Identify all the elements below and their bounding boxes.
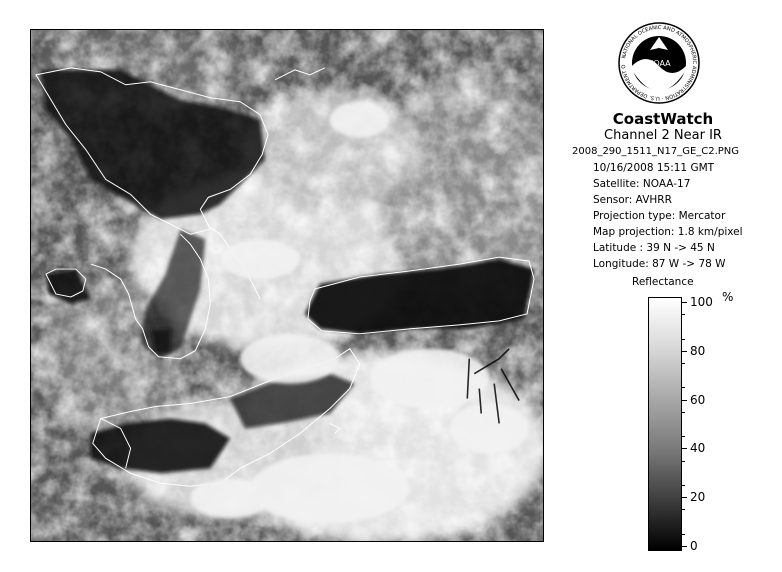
colorbar-minor-tick xyxy=(682,314,685,315)
colorbar-tick-label: 80 xyxy=(690,343,706,358)
colorbar-minor-tick xyxy=(682,339,685,340)
colorbar-tick xyxy=(682,546,687,547)
colorbar-minor-tick xyxy=(682,485,685,486)
satellite-scene xyxy=(31,30,543,541)
colorbar-tick xyxy=(682,302,687,303)
satellite-image xyxy=(30,29,544,542)
colorbar-tick xyxy=(682,400,687,401)
colorbar-label: Reflectance xyxy=(632,276,694,288)
colorbar-tick xyxy=(682,497,687,498)
filename-label: 2008_290_1511_N17_GE_C2.PNG xyxy=(572,146,740,157)
colorbar-minor-tick xyxy=(682,534,685,535)
noaa-emblem-icon xyxy=(618,22,700,104)
colorbar-unit: % xyxy=(722,290,734,304)
noaa-logo xyxy=(618,22,700,104)
map-projection-label: Map projection: 1.8 km/pixel xyxy=(593,226,743,238)
longitude-label: Longitude: 87 W -> 78 W xyxy=(593,258,726,270)
colorbar-minor-tick xyxy=(682,387,685,388)
colorbar-tick-label: 0 xyxy=(690,539,698,553)
reflectance-colorbar xyxy=(648,297,682,551)
product-title: CoastWatch xyxy=(612,110,714,128)
colorbar-minor-tick xyxy=(682,509,685,510)
colorbar-tick xyxy=(682,351,687,352)
colorbar-tick-label: 60 xyxy=(690,392,706,407)
colorbar-tick-label: 40 xyxy=(690,441,706,456)
colorbar-minor-tick xyxy=(682,436,685,437)
logo-agency: NOAA xyxy=(647,59,671,68)
latitude-label: Latitude : 39 N -> 45 N xyxy=(593,242,715,254)
channel-label: Channel 2 Near IR xyxy=(604,128,722,143)
projection-type-label: Projection type: Mercator xyxy=(593,210,726,222)
colorbar-tick-label: 100 xyxy=(690,295,713,309)
datetime-label: 10/16/2008 15:11 GMT xyxy=(593,162,715,174)
colorbar-tick xyxy=(682,448,687,449)
colorbar-minor-tick xyxy=(682,412,685,413)
satellite-label: Satellite: NOAA-17 xyxy=(593,178,691,190)
colorbar-minor-tick xyxy=(682,363,685,364)
colorbar-tick-label: 20 xyxy=(690,490,706,505)
colorbar-minor-tick xyxy=(682,461,685,462)
logo-ring-text: NATIONAL OCEANIC AND ATMOSPHERIC ADMINISTRATION · U.S. DEPARTMENT O xyxy=(620,24,698,102)
sensor-label: Sensor: AVHRR xyxy=(593,194,672,206)
